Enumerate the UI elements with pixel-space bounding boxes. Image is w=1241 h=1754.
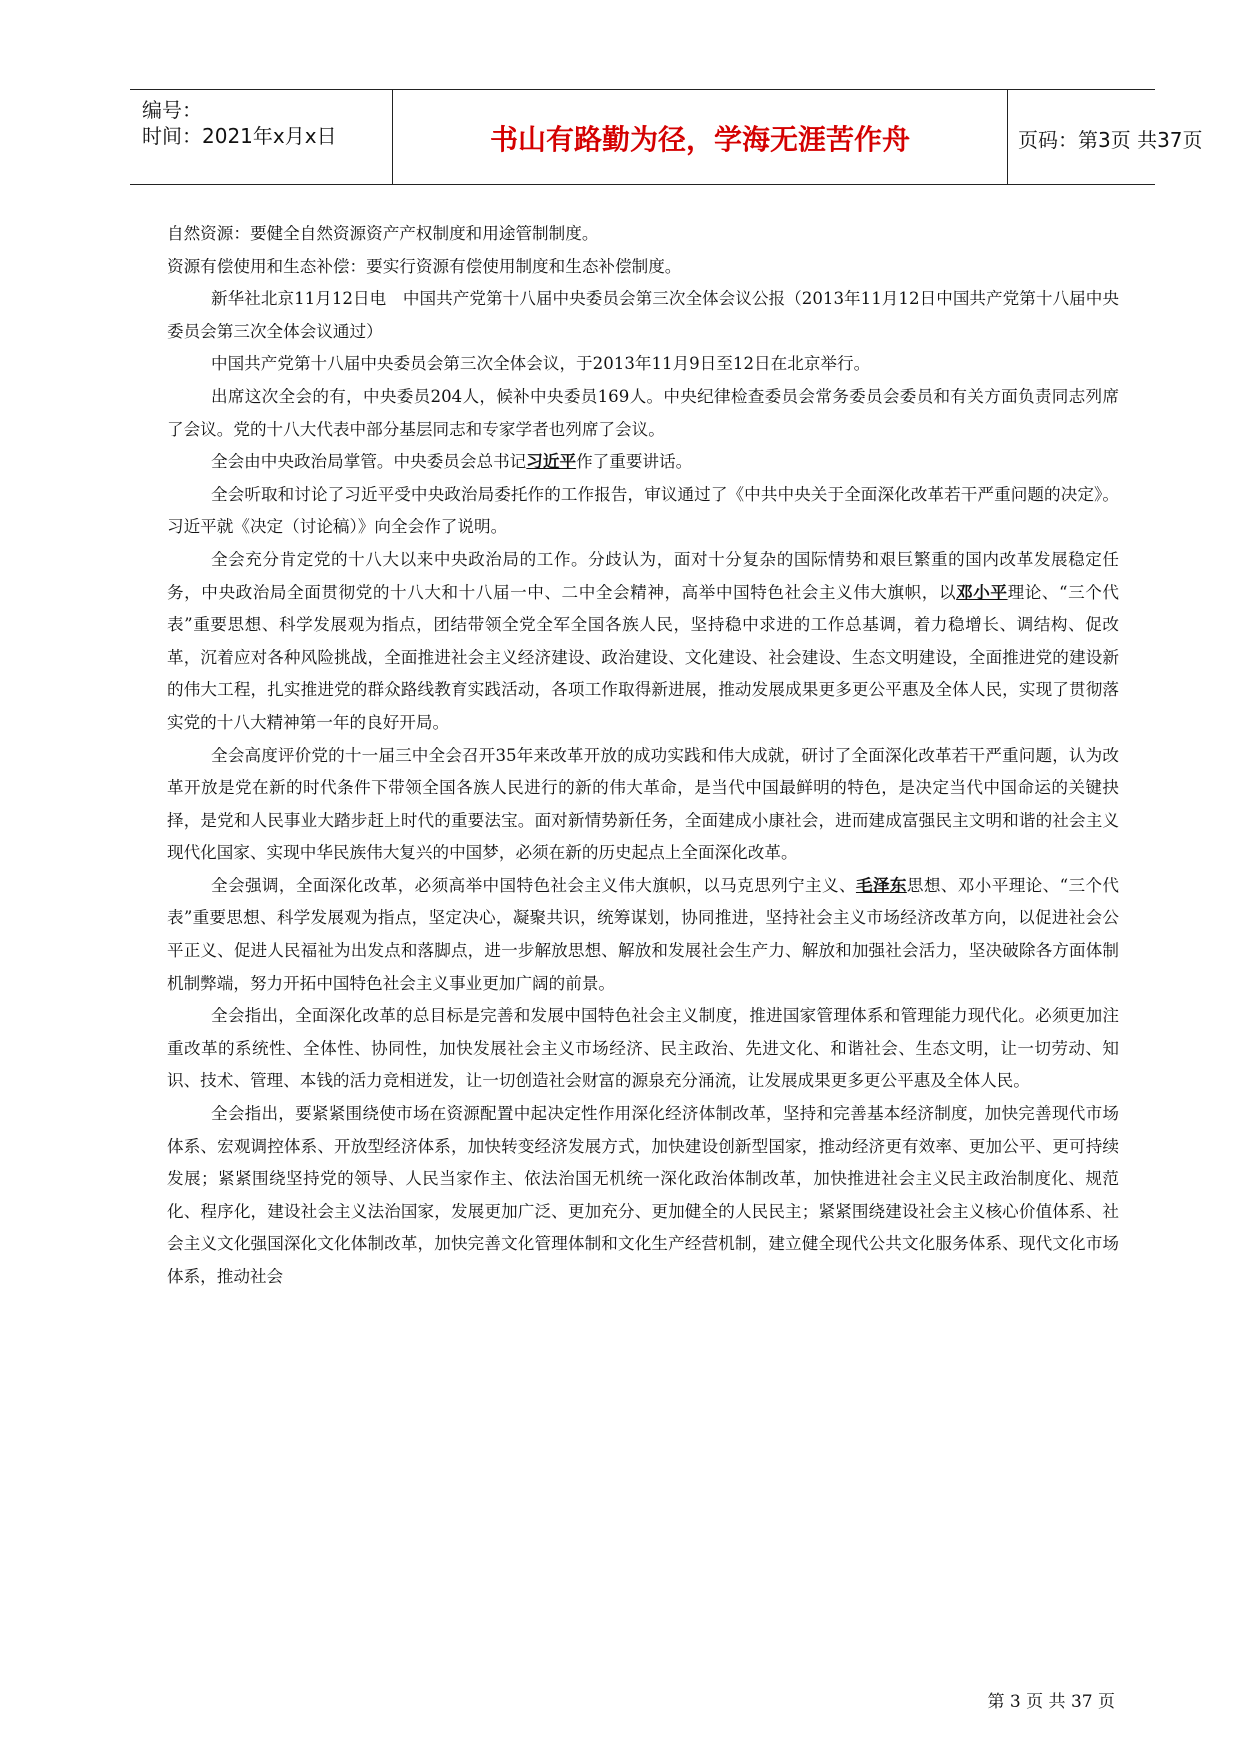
- paragraph: 全会指出，全面深化改革的总目标是完善和发展中国特色社会主义制度，推进国家管理体系和管理能力现代化。必须更加注重改革的系统性、全体性、协同性，加快发展社会主义市场经济、民主政治、先进文化、和谐社会、生态文明，让一切劳动、知识、技术、管理、本钱的活力竞相迸发，让一切创造社会财富的源泉充分涌流，让发展成果更多更公平惠及全体人民。: [167, 1006, 1119, 1091]
- paragraph: 资源有偿使用和生态补偿：要实行资源有偿使用制度和生态补偿制度。: [167, 256, 682, 276]
- name-link-xi-jinping[interactable]: 习近平: [526, 452, 577, 472]
- paragraph-text: 作了重要讲话。: [576, 452, 693, 472]
- paragraph: 出席这次全会的有，中央委员204人，候补中央委员169人。中央纪律检查委员会常务委员会委员和有关方面负责同志列席了会议。党的十八大代表中部分基层同志和专家学者也列席了会议。: [167, 386, 1119, 439]
- header-time: 时间：2021年x月x日: [142, 124, 337, 148]
- header-motto: 书山有路勤为径，学海无涯苦作舟: [489, 123, 910, 156]
- paragraph-text: 全会充分肯定党的十八大以来中央政治局的工作。分歧认为，面对十分复杂的国际情势和艰巨繁重的国内改革发展稳定任务，中央政治局全面贯彻党的十八大和十八届一中、二中全会精神，高举中国特色社会主义伟大旗帜，以: [167, 549, 1119, 602]
- header-info-cell: [130, 90, 392, 184]
- header-page-cell: [1006, 90, 1203, 184]
- paragraph: 全会高度评价党的十一届三中全会召开35年来改革开放的成功实践和伟大成就，研讨了全面深化改革若干严重问题，认为改革开放是党在新的时代条件下带领全国各族人民进行的新的伟大革命，是当代中国最鲜明的特色，是决定当代中国命运的关键抉择，是党和人民事业大踏步赶上时代的重要法宝。面对新情势新任务，全面建成小康社会，进而建成富强民主文明和谐的社会主义现代化国家、实现中华民族伟大复兴的中国梦，必须在新的历史起点上全面深化改革。: [167, 745, 1119, 863]
- paragraph: [167, 870, 1119, 1000]
- name-link-deng-xiaoping[interactable]: 邓小平: [956, 582, 1008, 602]
- paragraph: 自然资源：要健全自然资源资产产权制度和用途管制制度。: [167, 224, 599, 243]
- paragraph-text: 思想、邓小平理论、“三个代表”重要思想、科学发展观为指点，坚定决心，凝聚共识，统筹谋划，协同推进，坚持社会主义市场经济改革方向，以促进社会公平正义、促进人民福祉为出发点和落脚点，进一步解放思想、解放和发展社会生产力、解放和加强社会活力，坚决破除各方面体制机制弊端，努力开拓中国特色社会主义事业更加广阔的前景。: [167, 875, 1120, 993]
- paragraph-text: 理论、“三个代表”重要思想、科学发展观为指点，团结带领全党全军全国各族人民，坚持稳中求进的工作总基调，着力稳增长、调结构、促改革，沉着应对各种风险挑战，全面推进社会主义经济建设、政治建设、文化建设、社会建设、生态文明建设，全面推进党的建设新的伟大工程，扎实推进党的群众路线教育实践活动，各项工作取得新进展，推动发展成果更多更公平惠及全体人民，实现了贯彻落实党的十八大精神第一年的良好开局。: [167, 582, 1120, 732]
- page-footer: 第 3 页 共 37 页: [987, 1692, 1115, 1712]
- paragraph: [167, 544, 1119, 740]
- paragraph: [167, 446, 1119, 479]
- header-page-number: 页码：第3页 共37页: [1018, 128, 1203, 152]
- header-number: 编号：: [142, 98, 202, 122]
- paragraph: 中国共产党第十八届中央委员会第三次全体会议，于2013年11月9日至12日在北京举行。: [211, 354, 871, 374]
- paragraph: 全会听取和讨论了习近平受中央政治局委托作的工作报告，审议通过了《中共中央关于全面深化改革若干严重问题的决定》。习近平就《决定（讨论稿）》向全会作了说明。: [167, 484, 1119, 537]
- page-header: [130, 89, 1203, 185]
- paragraph: 全会指出，要紧紧围绕使市场在资源配置中起决定性作用深化经济体制改革，坚持和完善基本经济制度，加快完善现代市场体系、宏观调控体系、开放型经济体系，加快转变经济发展方式，加快建设创新型国家，推动经济更有效率、更加公平、更可持续发展；紧紧围绕坚持党的领导、人民当家作主、依法治国无机统一深化政治体制改革，加快推进社会主义民主政治制度化、规范化、程序化，建设社会主义法治国家，发展更加广泛、更加充分、更加健全的人民民主；紧紧围绕建设社会主义核心价值体系、社会主义文化强国深化文化体制改革，加快完善文化管理体制和文化生产经营机制，建立健全现代公共文化服务体系、现代文化市场体系，推动社会: [167, 1104, 1119, 1286]
- name-link-mao-zedong[interactable]: 毛泽东: [855, 875, 907, 895]
- header-motto-cell: [392, 90, 1008, 184]
- document-body: [167, 218, 1119, 1294]
- paragraph-text: 全会强调，全面深化改革，必须高举中国特色社会主义伟大旗帜，以马克思列宁主义、: [211, 875, 856, 895]
- paragraph: 新华社北京11月12日电 中国共产党第十八届中央委员会第三次全体会议公报（2013年11月12日中国共产党第十八届中央委员会第三次全体会议通过）: [167, 289, 1119, 341]
- paragraph-text: 全会由中央政治局掌管。中央委员会总书记: [211, 452, 527, 472]
